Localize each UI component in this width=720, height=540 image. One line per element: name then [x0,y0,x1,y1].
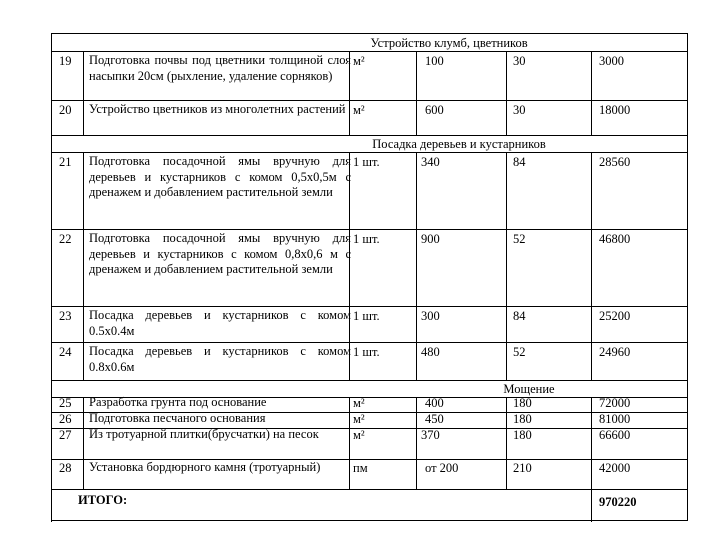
row-price: 180 [513,396,532,410]
row-price: 52 [513,345,526,359]
row-sum: 25200 [599,309,631,323]
total-value: 970220 [599,495,637,509]
row-price: 84 [513,155,526,169]
col-line [51,34,52,522]
row-unit: 1 шт. [353,155,380,169]
row-sum: 24960 [599,345,631,359]
row-quantity: 450 [425,412,444,426]
row-description: Из тротуарной плитки(брусчатки) на песок [89,427,319,441]
row-quantity: 480 [421,345,440,359]
row-quantity: 370 [421,428,440,442]
row-quantity: 100 [425,54,444,68]
row-sum: 18000 [599,103,631,117]
col-line [591,152,592,380]
row-price: 30 [513,103,526,117]
row-quantity: от 200 [425,461,459,475]
row-price: 52 [513,232,526,246]
row-description: Подготовка почвы под цветники толщиной слоя насыпки 20см (рыхление, удаление сорняков) [89,53,351,83]
row-line [51,306,687,307]
row-price: 84 [513,309,526,323]
row-description: Посадка деревьев и кустарников с комом 0.8х0.6м [89,344,351,374]
row-unit: 1 шт. [353,232,380,246]
col-line [591,51,592,135]
row-sum: 66600 [599,428,631,442]
section-title-planting: Посадка деревьев и кустарников [372,137,546,151]
row-sum: 72000 [599,396,631,410]
row-number: 26 [59,412,72,426]
row-description: Устройство цветников из многолетних растений [89,102,346,116]
row-price: 210 [513,461,532,475]
row-number: 23 [59,309,72,323]
col-line [416,397,417,489]
col-line [83,152,84,380]
row-quantity: 600 [425,103,444,117]
row-description: Подготовка песчаного основания [89,411,266,425]
col-line [83,51,84,135]
row-unit: м² [353,396,365,410]
row-description: Разработка грунта под основание [89,395,267,409]
row-description: Установка бордюрного камня (тротуарный) [89,460,321,474]
row-price: 30 [513,54,526,68]
row-description: Посадка деревьев и кустарников с комом 0.5х0.4м [89,308,351,338]
row-quantity: 400 [425,396,444,410]
row-line [51,152,687,153]
col-line [506,51,507,135]
row-line [51,489,687,490]
row-number: 25 [59,396,72,410]
row-sum: 46800 [599,232,631,246]
row-number: 21 [59,155,72,169]
row-line [51,100,687,101]
total-label: ИТОГО: [78,493,128,507]
row-line [51,51,687,52]
row-description: Подготовка посадочной ямы вручную для деревьев и кустарников с комом 0,5х0,5м с дренажем и добавлением растительной земли [89,154,351,199]
row-number: 20 [59,103,72,117]
row-number: 27 [59,428,72,442]
row-number: 28 [59,461,72,475]
section-title-paving: Мощение [503,382,555,396]
row-sum: 28560 [599,155,631,169]
row-quantity: 300 [421,309,440,323]
section-title-flowerbeds: Устройство клумб, цветников [370,36,528,50]
row-sum: 42000 [599,461,631,475]
col-line [506,397,507,489]
col-line [416,51,417,135]
row-line [51,135,687,136]
row-quantity: 340 [421,155,440,169]
row-number: 19 [59,54,72,68]
row-unit: м² [353,428,365,442]
estimate-table [51,33,688,521]
row-unit: 1 шт. [353,309,380,323]
row-number: 24 [59,345,72,359]
row-line [51,380,687,381]
row-sum: 3000 [599,54,624,68]
row-sum: 81000 [599,412,631,426]
row-unit: м² [353,412,365,426]
col-line [416,152,417,380]
row-unit: м² [353,103,365,117]
row-price: 180 [513,428,532,442]
row-description: Подготовка посадочной ямы вручную для деревьев и кустарников с комом 0,8х0,6 м с дренажем и добавлением растительной земли [89,231,351,276]
row-price: 180 [513,412,532,426]
col-line [83,397,84,489]
row-unit: м² [353,54,365,68]
row-line [51,229,687,230]
row-quantity: 900 [421,232,440,246]
row-line [51,342,687,343]
row-number: 22 [59,232,72,246]
col-line [506,152,507,380]
row-unit: 1 шт. [353,345,380,359]
row-unit: пм [353,461,368,475]
